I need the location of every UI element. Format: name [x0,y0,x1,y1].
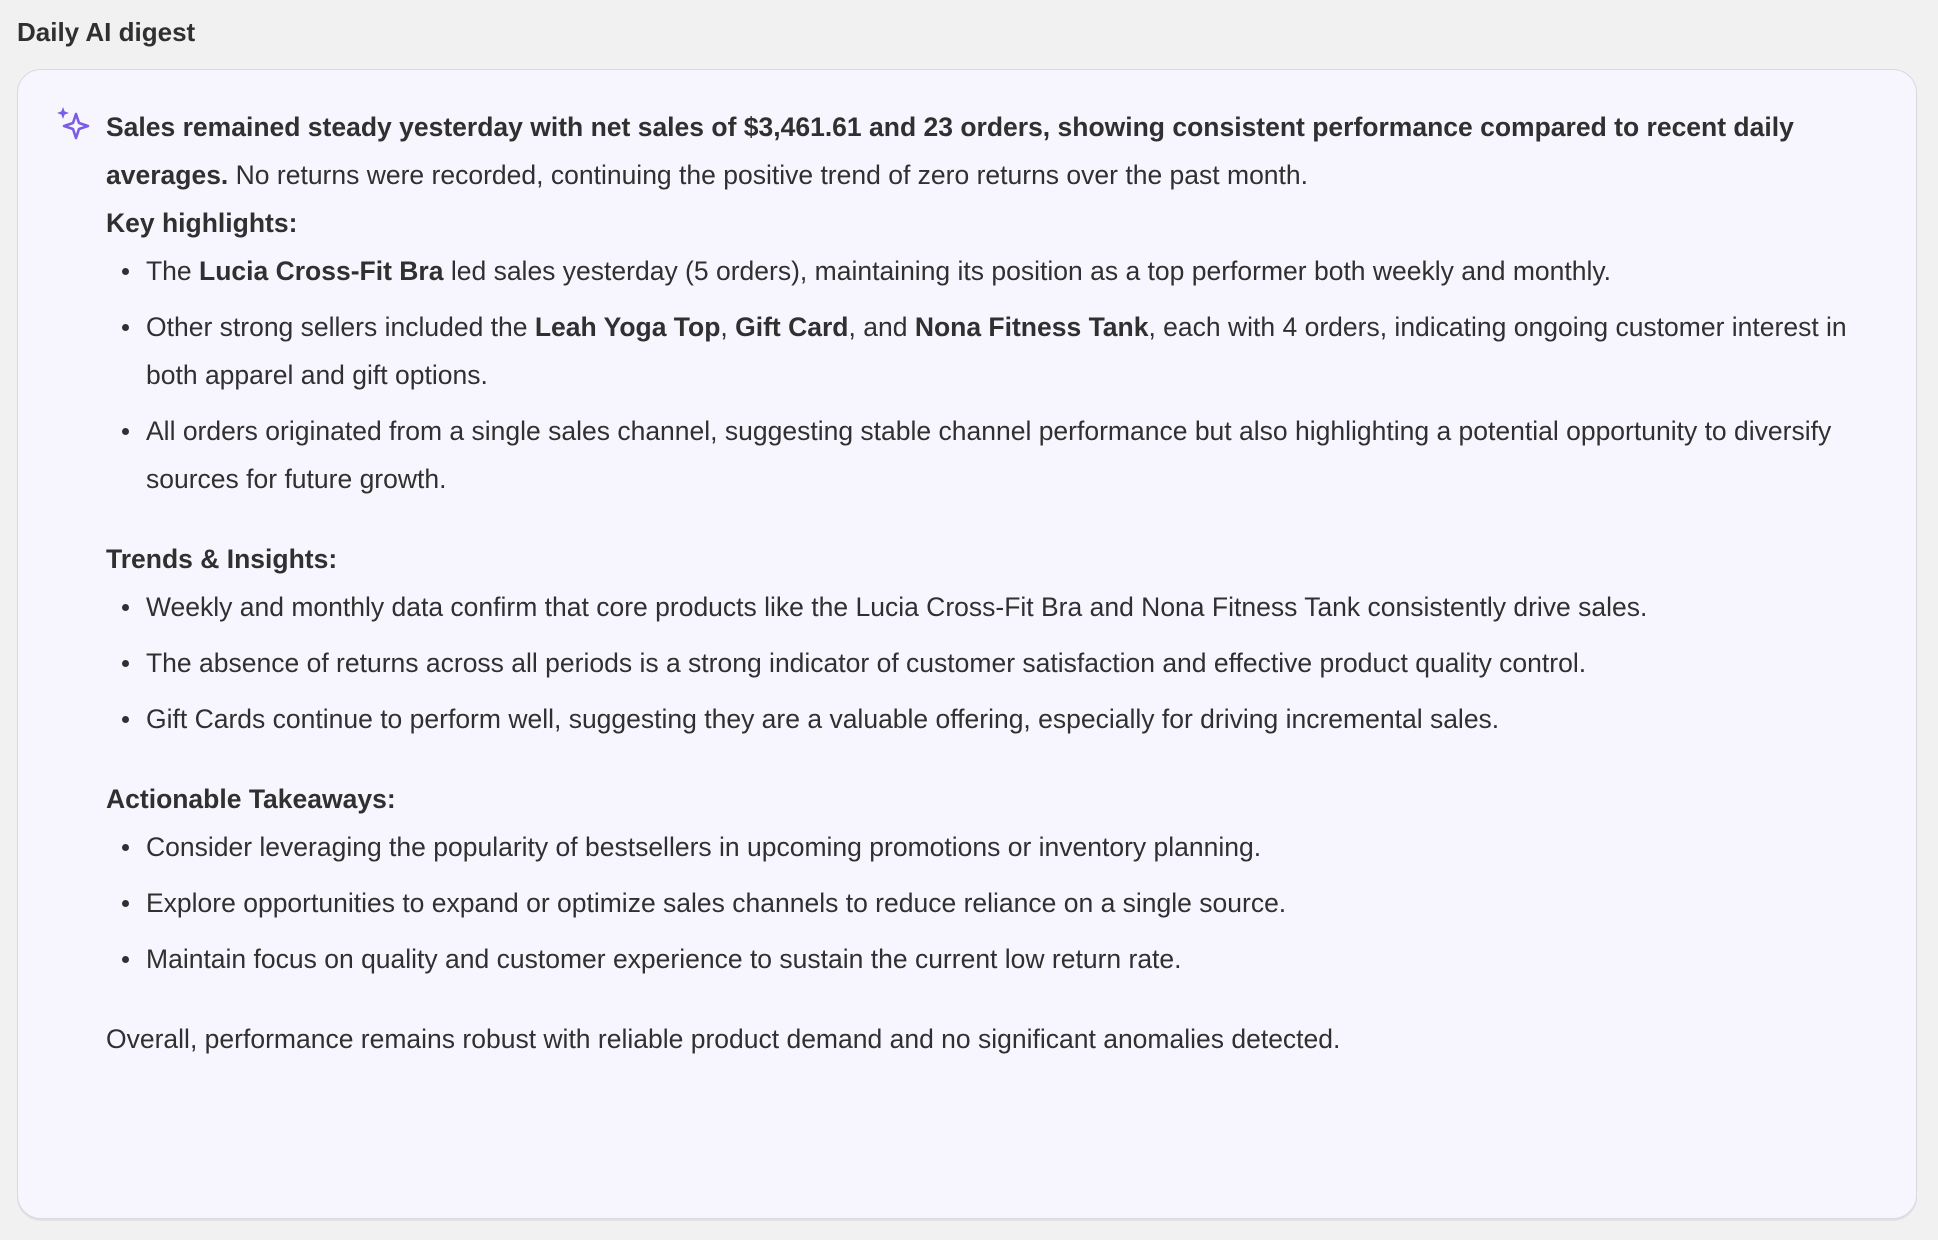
text-run: , each with 4 orders, indicating ongoing customer interest in both apparel and gift options. [146,312,1847,390]
text-run: , [720,312,736,342]
product-name: Nona Fitness Tank [914,312,1149,342]
list-item: Maintain focus on quality and customer experience to sustain the current low return rate. [106,935,1896,983]
sparkle-icon [56,106,90,140]
ai-digest-card [17,69,1917,1219]
trends-heading: Trends & Insights: [106,544,338,574]
product-name: Gift Card [735,312,849,342]
digest-intro [106,103,1896,199]
list-item: Explore opportunities to expand or optimize sales channels to reduce reliance on a single source. [106,879,1896,927]
intro-summary-rest: No returns were recorded, continuing the positive trend of zero returns over the past month. [228,160,1309,190]
takeaways-heading: Actionable Takeaways: [106,784,396,814]
intro-summary-bold: Sales remained steady yesterday with net sales of $3,461.61 and 23 orders, showing consistent performance compared to recent daily averages. [106,112,1794,190]
list-item: Weekly and monthly data confirm that core products like the Lucia Cross-Fit Bra and Nona Fitness Tank consistently drive sales. [106,583,1896,631]
text-run: The [146,256,200,286]
list-item [106,407,1896,503]
text-run: Other strong sellers included the [146,312,535,342]
trends-list [106,583,1896,743]
digest-content [106,103,1896,1063]
product-name: Lucia Cross-Fit Bra [199,256,444,286]
product-name: Leah Yoga Top [534,312,721,342]
key-highlights-list [106,247,1896,503]
digest-conclusion: Overall, performance remains robust with reliable product demand and no significant anomalies detected. [106,1024,1341,1054]
list-item [106,247,1896,295]
takeaways-list [106,823,1896,983]
section-title: Daily AI digest [17,17,196,47]
list-item: The absence of returns across all periods is a strong indicator of customer satisfaction and effective product quality control. [106,639,1896,687]
text-run: , and [848,312,915,342]
list-item: Gift Cards continue to perform well, suggesting they are a valuable offering, especially for driving incremental sales. [106,695,1896,743]
list-item [106,303,1896,399]
text-run: All orders originated from a single sales channel, suggesting stable channel performance but also highlighting a potential opportunity to diversify sources for future growth. [146,416,1832,494]
key-highlights-heading: Key highlights: [106,208,298,238]
list-item: Consider leveraging the popularity of bestsellers in upcoming promotions or inventory planning. [106,823,1896,871]
text-run: led sales yesterday (5 orders), maintaining its position as a top performer both weekly and monthly. [443,256,1612,286]
